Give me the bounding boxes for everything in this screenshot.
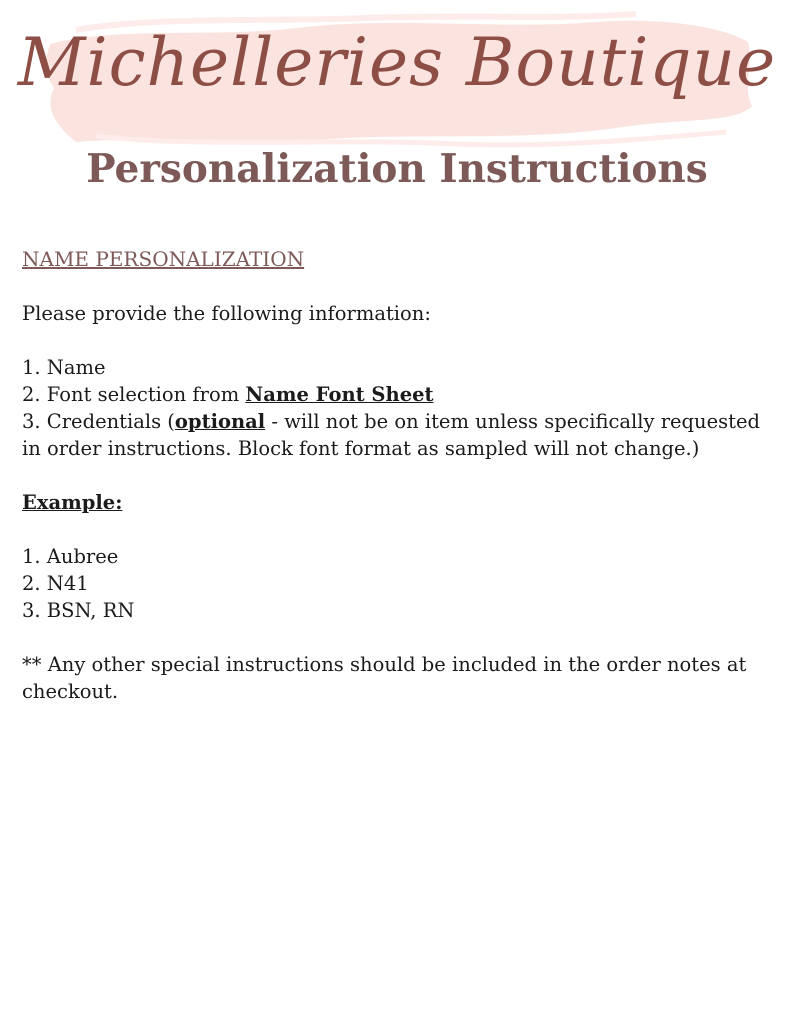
- page-header: [0, 0, 794, 205]
- example-list: [22, 543, 762, 624]
- intro-text: Please provide the following information:: [22, 302, 431, 325]
- section-heading: NAME PERSONALIZATION: [22, 247, 305, 271]
- special-instructions-note: ** Any other special instructions should be included in the order notes at checkout.: [22, 653, 747, 703]
- list-item: [22, 381, 762, 408]
- example-heading: Example:: [22, 491, 123, 514]
- list-item: 2. N41: [22, 572, 89, 595]
- list-item-text: 1. Name: [22, 356, 106, 379]
- spacer: [22, 516, 762, 543]
- list-item: [22, 354, 762, 381]
- spacer: [22, 624, 762, 651]
- optional-emphasis: optional: [174, 410, 266, 433]
- list-item-text: 3. Credentials (: [22, 410, 175, 433]
- list-item: [22, 408, 762, 462]
- list-item: 1. Aubree: [22, 545, 119, 568]
- spacer: [22, 327, 762, 354]
- document-title: Personalization Instructions: [86, 146, 708, 192]
- spacer: [22, 462, 762, 489]
- list-item: 3. BSN, RN: [22, 599, 135, 622]
- spacer: [22, 273, 762, 300]
- font-sheet-link[interactable]: Name Font Sheet: [245, 383, 434, 406]
- brand-logo-text: Michelleries Boutique: [17, 24, 777, 101]
- instructions-body: [22, 246, 762, 705]
- list-item-text: - will not be on item unless specifically requested in order instructions. Block font format as sampled will not change.): [22, 410, 761, 460]
- list-item-text: 2. Font selection from: [22, 383, 246, 406]
- instruction-list: [22, 354, 762, 462]
